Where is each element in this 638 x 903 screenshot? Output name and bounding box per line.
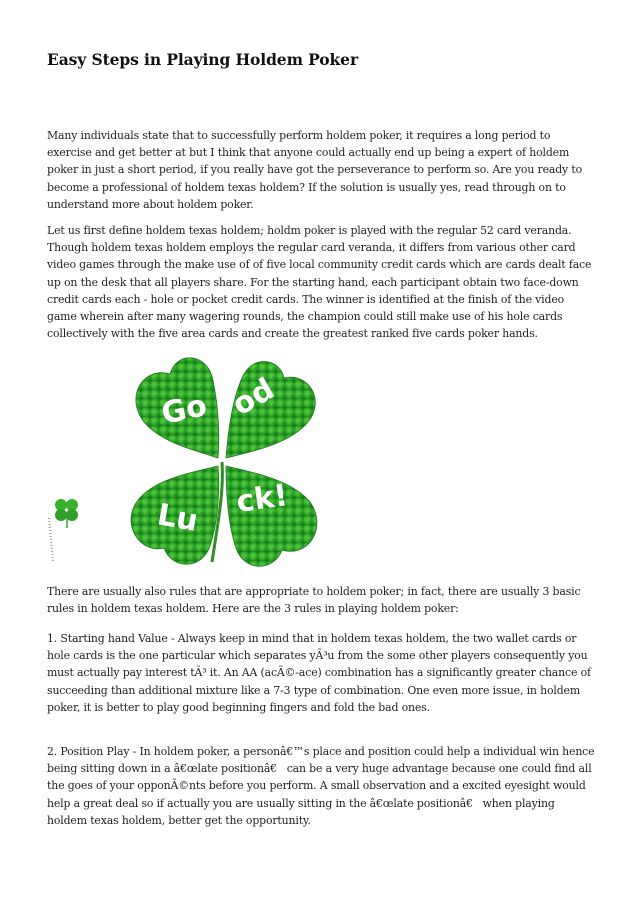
leaf-letters-od: od — [226, 371, 281, 423]
paragraph-definition: Let us first define holdem texas holdem; holdm poker is played with the regular 52 card veranda. Though holdem texas holdem employs the regular card veranda, it differs from various other card video games through the make use of of five local community credit cards which are cards dealt face up on the desk that all players share. For the starting hand, each participant obtain two face-down credit cards each - hole or pocket credit cards. The winner is identified at the finish of the video game wherein after many wagering rounds, the champion could still make use of his hole cards collectively with the five area cards and create the greatest ranked five cards poker hands. — [47, 224, 592, 341]
paragraph-rule-2: 2. Position Play - In holdem poker, a personâ€™s place and position could help a individual win hence being sitting down in a â€œlate positionâ€ can be a very huge advantage because one could find all the goes of your opponÃ©nts before you perform. A small observation and a excited eyesight would help a great deal so if actually you are usually sitting in the â€œlate positionâ€ when playing holdem texas holdem, better get the opportunity. — [47, 745, 595, 827]
small-clover-icon — [49, 499, 78, 562]
good-luck-clover-image — [47, 350, 595, 568]
leaf-letters-ck: ck! — [234, 478, 291, 520]
paragraph-rules-intro: There are usually also rules that are appropriate to holdem poker; in fact, there are usually 3 basic rules in holdem texas holdem. Here are the 3 rules in playing holdem poker: — [47, 585, 581, 616]
leaf-letters-lu: Lu — [154, 497, 201, 539]
paragraph-intro: Many individuals state that to successfully perform holdem poker, it requires a long period to exercise and get better at but I think that anyone could actually end up being a expert of holdem poker in just a short period, if you really have got the perseverance to perform so. Are you ready to become a professional of holdem texas holdem? If the solution is usually yes, read through on to understand more about holdem poker. — [47, 129, 582, 211]
leaf-letters-go: Go — [158, 388, 210, 432]
page-title: Easy Steps in Playing Holdem Poker — [47, 50, 359, 69]
paragraph-rule-1: 1. Starting hand Value - Always keep in mind that in holdem texas holdem, the two wallet cards or hole cards is the one particular which separates yÃ³u from the some other players consequently you must actually pay interest tÃ³ it. An AA (acÃ©-ace) combination has a significantly greater chance of succeeding than additional mixture like a 7-3 type of combination. One even more issue, in holdem poker, it is better to play good beginning fingers and fold the bad ones. — [47, 632, 591, 714]
